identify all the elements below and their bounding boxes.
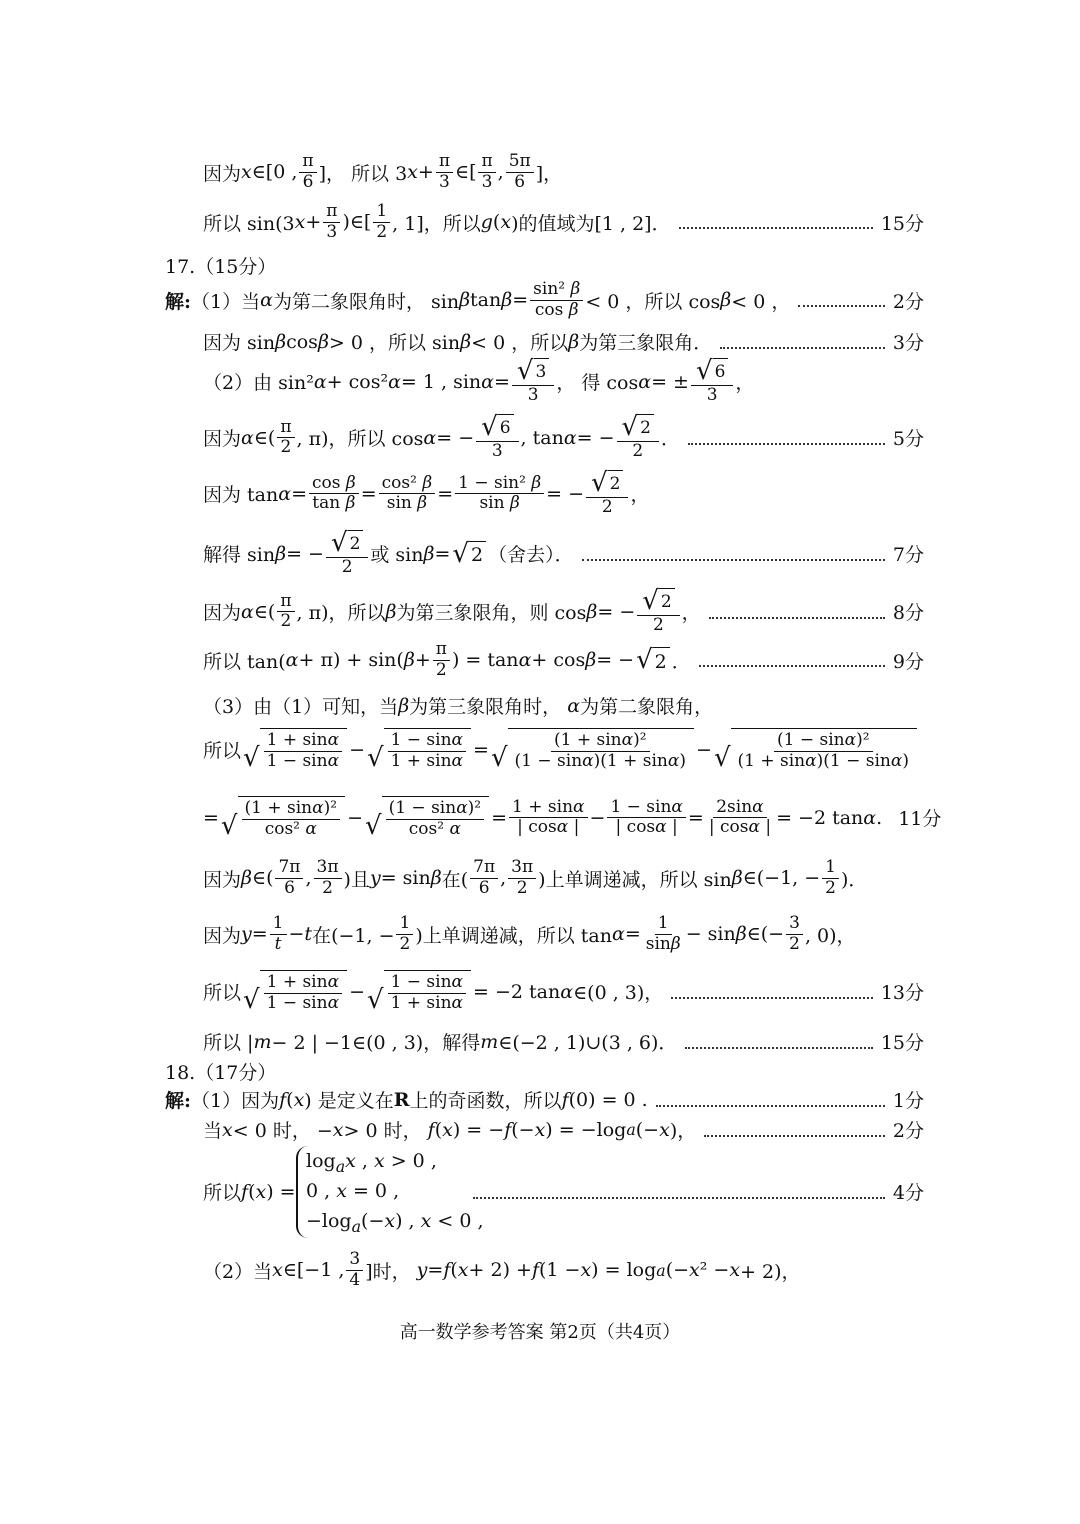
score-label: 5分 xyxy=(892,428,924,451)
dot-leader xyxy=(720,347,885,349)
dot-leader xyxy=(582,559,885,561)
dot-leader xyxy=(679,227,873,229)
dot-leader xyxy=(688,443,885,445)
solution-line: 因为 sin β cos β > 0 ，所以 sin β < 0 ，所以 β 为第三象限角． 3分 xyxy=(203,328,924,355)
solution-line: 解得 sin β = − √ 2 2 或 sin β = √ 2 （舍去）． 7分 xyxy=(203,528,924,577)
case-row: $\log_ax$ , x > 0 , xyxy=(306,1150,437,1176)
page-footer: 高一数学参考答案 第2页（共4页） xyxy=(399,1322,681,1343)
score-label: 3分 xyxy=(892,332,924,354)
dot-leader xyxy=(656,1105,885,1107)
problem-heading: 17.（15分） xyxy=(165,256,277,278)
score-label: 2分 xyxy=(892,290,924,313)
score-label: 11分 xyxy=(898,808,942,831)
solution-line: 因为 x ∈[0 , $\frac{\pi}{6}$ ]， 所以 3 x + $\frac{\pi}{3}$ ∈[ $\frac{\pi}{3}$ , $\frac{5\pi}{6}$ ]， xyxy=(203,151,563,192)
piecewise-cases xyxy=(306,1146,484,1236)
solution-line: （2）由 sin² α + cos² α = 1 , sin α = √ 3 3 ， 得 cos α = ± √ 6 3 ， xyxy=(203,356,755,405)
score-label: 7分 xyxy=(892,544,924,567)
case-row: $-\log_a(-x)$ , x < 0 , xyxy=(306,1210,484,1236)
dot-leader xyxy=(798,305,885,307)
dot-leader xyxy=(473,1197,885,1199)
solution-line: 所以 f ( x ) = 4分 xyxy=(203,1178,924,1205)
score-label: 1分 xyxy=(892,1090,924,1112)
score-label: 4分 xyxy=(892,1182,924,1204)
score-label: 2分 xyxy=(892,1120,924,1142)
solution-line: 当 x < 0 时， − x > 0 时， f ( x ) = − f (− x ) = −log a (− x )， 2分 xyxy=(203,1116,924,1143)
dot-leader xyxy=(704,1135,885,1137)
score-label: 15分 xyxy=(880,1032,924,1054)
solution-line: = √ $\frac{\text{(1 + sinα)²}}{\text{cos² α}}$ − √ $\frac{\text{(1 − sinα)²}}{\text{cos² α}}$ = $\frac{1 + \sin\alpha}{| \cos\alpha |}$ − $\frac{1 - \sin\alpha}{| \cos\alpha |}$ = $\frac{2\sin\alpha}{| \cos\alpha |}$ = −2 tan α . 11分 xyxy=(203,796,942,842)
dot-leader xyxy=(699,665,885,667)
solution-line: 所以 √ $\frac{1 + \sin\alpha}{1 - \sin\alpha}$ − √ $\frac{1 - \sin\alpha}{1 + \sin\alpha}$ = √ $\frac{\text{(1 + sinα)²}}{(1 - \sin\alpha)(1 + \sin\alpha)}$ − √ $\frac{\text{(1 − sinα)²}}{(1 + \sin\alpha)(1 - \sin\alpha)}$ xyxy=(203,728,920,771)
solution-line: 因为 α ∈( $\frac{\pi}{2}$ , π)，所以 cos α = − √ 6 3 , tan α = − √ 2 2 ． 5分 xyxy=(203,412,924,461)
solution-line: 所以 | m − 2 | −1∈(0 , 3)，解得 m ∈(−2 , 1)∪(3 , 6)． 15分 xyxy=(203,1028,924,1055)
score-label: 15分 xyxy=(880,212,924,235)
solution-line: （2）当 x ∈[−1 , $\frac{3}{4}$ ]时， y = f ( x + 2) + f (1 − x ) = log a (− x ² − x + 2)， xyxy=(203,1249,801,1290)
solution-line: 所以 tan( α + π) + sin( β + $\frac{\pi}{2}$ ) = tan α + cos β = − √ 2 ． 9分 xyxy=(203,639,924,680)
score-label: 9分 xyxy=(892,650,924,673)
case-row: 0 , x = 0 , xyxy=(306,1180,400,1202)
problem-heading: 18.（17分） xyxy=(165,1062,277,1084)
solution-line: 因为 y = $\frac{1}{t}$ − t 在(−1, − $\frac{1}{2}$ )上单调递减，所以 tan α = $\frac{1}{\sin\beta}$ − sin β ∈(− $\frac{3}{2}$ , 0)， xyxy=(203,913,856,954)
solution-line: （3）由（1）可知，当 β 为第三象限角时， α 为第二象限角， xyxy=(203,694,714,718)
solution-line: 因为 tan α = $\frac{\text{cos β}}{\text{tan β}}$ = $\frac{\text{cos² β}}{\text{sin β}}$ = $\frac{\text{1 − sin² β}}{\text{sin β}}$ = − √ 2 2 ， xyxy=(203,468,650,517)
dot-leader xyxy=(709,617,885,619)
score-label: 8分 xyxy=(892,602,924,625)
solution-line: 解: （1）因为 f ( x ) 是定义在 R 上的奇函数，所以 f (0) = 0 . 1分 xyxy=(165,1086,924,1113)
solution-line: 因为 α ∈( $\frac{\pi}{2}$ , π)，所以 β 为第三象限角，则 cos β = − √ 2 2 ， 8分 xyxy=(203,586,924,635)
solution-line: 所以 √ $\frac{1 + \sin\alpha}{1 - \sin\alpha}$ − √ $\frac{1 - \sin\alpha}{1 + \sin\alpha}$ = −2 tan α ∈(0 , 3)， 13分 xyxy=(203,972,924,1016)
solution-line: 因为 β ∈( $\frac{7\pi}{6}$ , $\frac{3\pi}{2}$ )且 y = sin β 在( $\frac{7\pi}{6}$ , $\frac{3\pi}{2}$ )上单调递减，所以 sin β ∈(−1, − $\frac{1}{2}$ )． xyxy=(203,857,868,898)
dot-leader xyxy=(685,1047,872,1049)
dot-leader xyxy=(671,997,873,999)
score-label: 13分 xyxy=(880,982,924,1005)
solution-line: 解: （1）当 α 为第二象限角时， sin β tan β = $\frac{\text{sin² β}}{\text{cos β}}$ < 0 ，所以 cos β < 0 ， 2分 xyxy=(165,279,924,320)
solution-line: 所以 sin(3 x + $\frac{\pi}{3}$ )∈[ $\frac{1}{2}$ , 1]，所以 g ( x )的值域为[1 , 2]． 15分 xyxy=(203,201,924,242)
